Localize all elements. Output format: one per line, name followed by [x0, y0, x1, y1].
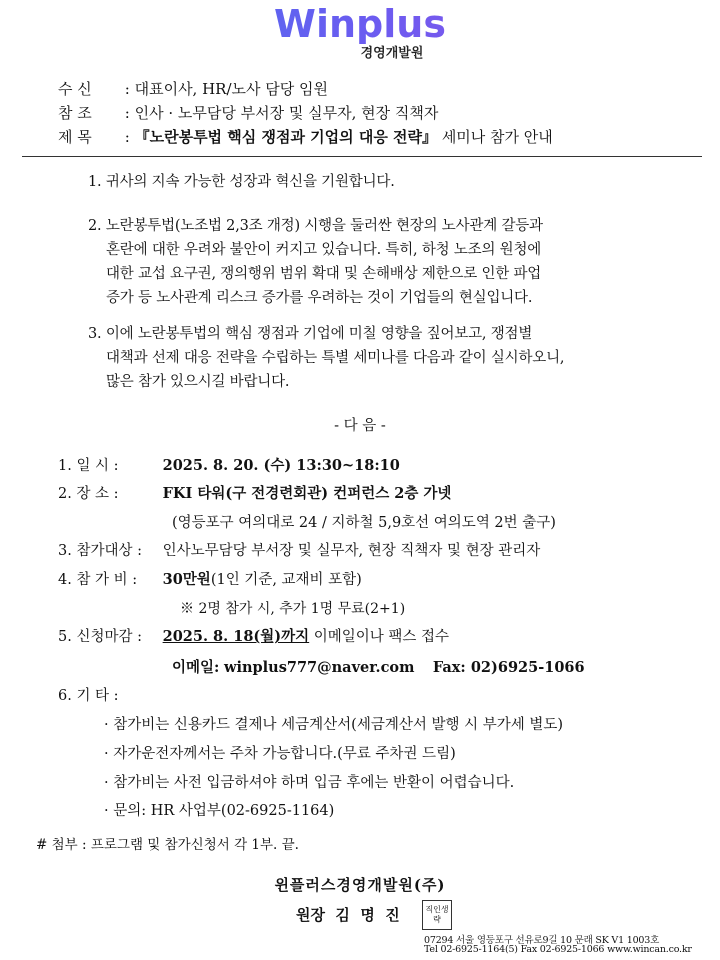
footer-address: 07294 서울 영등포구 선유로9길 10 문래 SK V1 1003호 — [424, 935, 660, 946]
etc-item: · 자가운전자께서는 주차 가능합니다.(무료 주차권 드림) — [104, 746, 456, 762]
paragraph-2-line: 증가 등 노사관계 리스크 증가를 우려하는 것이 기업들의 현실입니다. — [106, 290, 533, 306]
paragraph-2-line: 2. 노란봉투법(노조법 2,3조 개정) 시행을 둘러싼 현장의 노사관계 갈등과 — [88, 218, 543, 234]
header-subject: 제 목 : 『노란봉투법 핵심 쟁점과 기업의 대응 전략』 세미나 참가 안내 — [58, 128, 553, 146]
fax-number: Fax: 02)6925-1066 — [432, 659, 585, 676]
detail-deadline — [58, 626, 449, 648]
detail-place — [58, 483, 451, 505]
attachment-note: # 첨부 : 프로그램 및 참가신청서 각 1부. 끝. — [36, 837, 299, 853]
contact-line — [172, 656, 585, 677]
paragraph-3-line: 많은 참가 있으시길 바랍니다. — [106, 374, 290, 390]
divider-text: - 다 음 - — [334, 418, 386, 434]
director-name: 원장 김 명 진 — [296, 906, 400, 924]
email-label: 이메일: — [172, 659, 220, 676]
deadline-label: 5. 신청마감 : — [58, 629, 142, 645]
seal-stamp: 직인생략 — [422, 900, 452, 930]
detail-target — [58, 540, 540, 562]
cc-label: 참 조 — [58, 104, 92, 122]
paragraph-3-line: 대책과 선제 대응 전략을 수립하는 특별 세미나를 다음과 같이 실시하오니, — [106, 350, 565, 366]
fee-condition: (1인 기준, 교재비 포함) — [210, 572, 362, 588]
paragraph-1: 1. 귀사의 지속 가능한 성장과 혁신을 기원합니다. — [88, 174, 395, 190]
detail-fee — [58, 569, 362, 591]
paragraph-3-line: 3. 이에 노란봉투법의 핵심 쟁점과 기업에 미칠 영향을 짚어보고, 쟁점별 — [88, 326, 533, 342]
date-value: 2025. 8. 20. (수) 13:30~18:10 — [162, 457, 400, 474]
footer-contact: Tel 02-6925-1164(5) Fax 02-6925-1066 www.wincan.co.kr — [424, 944, 692, 955]
place-label: 2. 장 소 : — [58, 486, 119, 502]
etc-item: · 참가비는 신용카드 결제나 세금계산서(세금계산서 발행 시 부가세 별도) — [104, 717, 563, 733]
header-cc: 참 조 : 인사 · 노무담당 부서장 및 실무자, 현장 직책자 — [58, 104, 439, 122]
detail-etc — [58, 685, 158, 707]
email-link[interactable]: winplus777@naver.com — [223, 659, 415, 676]
logo-wordmark: Winplus — [0, 4, 720, 44]
deadline-method: 이메일이나 팩스 접수 — [309, 629, 450, 645]
to-value: 대표이사, HR/노사 담당 임원 — [134, 80, 328, 98]
logo — [0, 4, 720, 61]
place-subtext: (영등포구 여의대로 24 / 지하철 5,9호선 여의도역 2번 출구) — [172, 515, 556, 531]
paragraph-3 — [88, 322, 678, 394]
target-value: 인사노무담당 부서장 및 실무자, 현장 직책자 및 현장 관리자 — [162, 543, 541, 559]
organization-name: 윈플러스경영개발원(주) — [274, 876, 446, 894]
cc-value: 인사 · 노무담당 부서장 및 실무자, 현장 직책자 — [134, 104, 439, 122]
fee-amount: 30만원 — [162, 571, 211, 588]
fee-label: 4. 참 가 비 : — [58, 572, 138, 588]
subject-rest: 세미나 참가 안내 — [437, 128, 553, 146]
logo-subtitle: 경영개발원 — [360, 46, 424, 61]
place-value: FKI 타워(구 전경련회관) 컨퍼런스 2층 가넷 — [162, 485, 452, 502]
paragraph-2 — [88, 214, 678, 310]
detail-date — [58, 455, 400, 477]
etc-item: · 참가비는 사전 입금하셔야 하며 입금 후에는 반환이 어렵습니다. — [104, 775, 515, 791]
deadline-date: 2025. 8. 18(월)까지 — [162, 628, 310, 645]
target-label: 3. 참가대상 : — [58, 543, 142, 559]
date-label: 1. 일 시 : — [58, 458, 119, 474]
etc-item: · 문의: HR 사업부(02-6925-1164) — [104, 803, 335, 819]
paragraph-2-line: 혼란에 대한 우려와 불안이 커지고 있습니다. 특히, 하청 노조의 원청에 — [106, 242, 542, 258]
header-to: 수 신 : 대표이사, HR/노사 담당 임원 — [58, 80, 328, 98]
paragraph-2-line: 대한 교섭 요구권, 쟁의행위 범위 확대 및 손해배상 제한으로 인한 파업 — [106, 266, 542, 282]
subject-title: 『노란봉투법 핵심 쟁점과 기업의 대응 전략』 — [134, 128, 438, 146]
etc-label: 6. 기 타 : — [58, 688, 119, 704]
header-divider — [22, 156, 702, 157]
subject-label: 제 목 — [58, 128, 92, 146]
fee-note: ※ 2명 참가 시, 추가 1명 무료(2+1) — [180, 601, 406, 617]
to-label: 수 신 — [58, 80, 92, 98]
